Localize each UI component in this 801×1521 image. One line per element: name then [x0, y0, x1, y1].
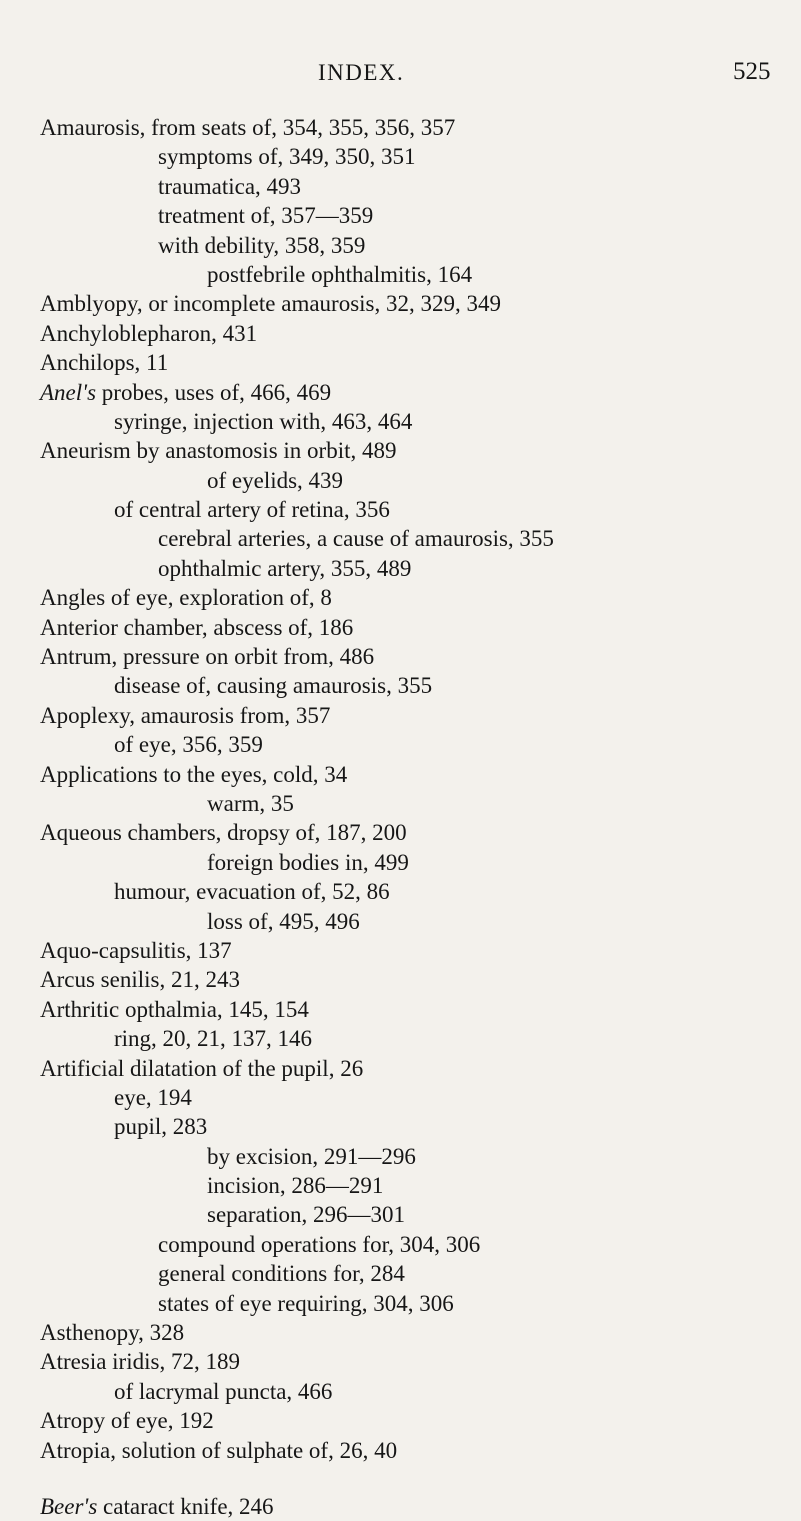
index-entry: [0, 583, 801, 612]
index-entry: [0, 466, 801, 495]
index-entry-text: Atropia, solution of sulphate of, 26, 40: [40, 1437, 398, 1463]
page-number: 525: [733, 58, 771, 85]
index-entry: [0, 172, 801, 201]
index-entry: [0, 1318, 801, 1347]
index-entry-text: compound operations for, 304, 306: [158, 1231, 481, 1257]
index-entry-text: separation, 296—301: [207, 1202, 406, 1228]
index-entry-text: Aquo-capsulitis, 137: [40, 937, 232, 963]
index-entry-text: Anchilops, 11: [40, 350, 169, 376]
index-entry-text: Arthritic opthalmia, 145, 154: [40, 996, 309, 1022]
index-entry: [0, 1230, 801, 1259]
index-entry: [0, 436, 801, 465]
running-head: INDEX.: [318, 60, 405, 85]
index-entry: [0, 524, 801, 553]
index-entry-text: [40, 1492, 274, 1521]
index-entry: [0, 1377, 801, 1406]
index-entry-text: Aqueous chambers, dropsy of, 187, 200: [40, 820, 407, 846]
index-entry: [0, 1289, 801, 1318]
index-entry-text: Asthenopy, 328: [40, 1320, 185, 1346]
index-entry: [0, 965, 801, 994]
index-entry-text: Atresia iridis, 72, 189: [40, 1349, 240, 1375]
index-entry-text: with debility, 358, 359: [158, 232, 366, 258]
index-entry: [0, 1171, 801, 1200]
index-entry-text: pupil, 283: [114, 1114, 208, 1140]
index-entry-text: Applications to the eyes, cold, 34: [40, 761, 348, 787]
index-entry: [0, 848, 801, 877]
index-entry: [0, 642, 801, 671]
index-entry-text: humour, evacuation of, 52, 86: [114, 879, 390, 905]
index-entry: [0, 348, 801, 377]
index-entry: [0, 554, 801, 583]
index-entry-text: general conditions for, 284: [158, 1261, 405, 1287]
index-entry-text: syringe, injection with, 463, 464: [114, 408, 413, 434]
index-entry: [0, 495, 801, 524]
index-entry-text: symptoms of, 349, 350, 351: [158, 144, 416, 170]
index-entry: [0, 818, 801, 847]
index-entry: [0, 1436, 801, 1465]
index-entry: [0, 701, 801, 730]
index-entry: [0, 113, 801, 142]
page-header: [0, 60, 801, 90]
index-entry: [0, 1406, 801, 1435]
index-entry: [0, 1142, 801, 1171]
index-entry: [0, 1083, 801, 1112]
index-entry-text: of eyelids, 439: [207, 467, 344, 493]
index-entry-text: postfebrile ophthalmitis, 164: [207, 261, 473, 287]
index-entries: [0, 113, 801, 1521]
index-entry-text: Anterior chamber, abscess of, 186: [40, 614, 354, 640]
index-entry: [0, 231, 801, 260]
index-entry-text: cerebral arteries, a cause of amaurosis, 355: [158, 526, 554, 552]
index-entry-text: Atropy of eye, 192: [40, 1408, 214, 1434]
index-entry-text: Apoplexy, amaurosis from, 357: [40, 702, 331, 728]
index-entry: [0, 995, 801, 1024]
index-entry: [0, 730, 801, 759]
index-entry: [0, 1054, 801, 1083]
index-entry: [0, 1200, 801, 1229]
index-entry: [0, 613, 801, 642]
index-entry: [0, 936, 801, 965]
index-entry-text: Arcus senilis, 21, 243: [40, 967, 240, 993]
index-entry-text: ring, 20, 21, 137, 146: [114, 1026, 313, 1052]
index-entry-text: foreign bodies in, 499: [207, 849, 409, 875]
index-entry-text: Amaurosis, from seats of, 354, 355, 356, 357: [40, 115, 456, 140]
index-entry-text: Angles of eye, exploration of, 8: [40, 585, 332, 611]
index-entry-italic-term: Anel's: [40, 379, 97, 405]
index-entry-text: disease of, causing amaurosis, 355: [114, 673, 433, 699]
index-entry: [0, 289, 801, 318]
index-entry-text: Antrum, pressure on orbit from, 486: [40, 644, 375, 670]
index-entry-text: Artificial dilatation of the pupil, 26: [40, 1055, 364, 1081]
index-entry: [0, 1024, 801, 1053]
index-entry: [0, 1492, 801, 1521]
index-entry-text: loss of, 495, 496: [207, 908, 360, 934]
section-gap: [0, 1465, 801, 1492]
index-entry-text: of lacrymal puncta, 466: [114, 1378, 333, 1404]
index-entry-text: Aneurism by anastomosis in orbit, 489: [40, 438, 397, 464]
index-entry-text: by excision, 291—296: [207, 1143, 416, 1169]
index-entry: [0, 407, 801, 436]
index-entry: [0, 760, 801, 789]
index-entry-text: Amblyopy, or incomplete amaurosis, 32, 329, 349: [40, 291, 501, 317]
index-entry: [0, 319, 801, 348]
index-entry-text: Anchyloblepharon, 431: [40, 320, 258, 346]
index-entry: [0, 907, 801, 936]
index-entry-text: warm, 35: [207, 790, 294, 816]
index-entry-text: [40, 378, 331, 407]
index-entry-rest: probes, uses of, 466, 469: [96, 379, 332, 405]
index-entry-text: treatment of, 357—359: [158, 203, 374, 229]
index-entry: [0, 789, 801, 818]
index-entry-rest: cataract knife, 246: [97, 1493, 274, 1519]
index-entry: [0, 201, 801, 230]
index-entry-text: states of eye requiring, 304, 306: [158, 1290, 454, 1316]
index-entry: [0, 877, 801, 906]
index-entry: [0, 378, 801, 407]
index-entry: [0, 260, 801, 289]
index-entry: [0, 1112, 801, 1141]
index-entry-text: eye, 194: [114, 1084, 192, 1110]
index-entry-text: ophthalmic artery, 355, 489: [158, 555, 412, 581]
index-entry-text: traumatica, 493: [158, 173, 302, 199]
index-entry: [0, 671, 801, 700]
index-entry-text: of central artery of retina, 356: [114, 497, 390, 523]
index-entry: [0, 1347, 801, 1376]
index-entry-italic-term: Beer's: [40, 1493, 98, 1519]
index-entry: [0, 1259, 801, 1288]
index-entry-text: of eye, 356, 359: [114, 732, 263, 758]
index-entry: [0, 142, 801, 171]
index-entry-text: incision, 286—291: [207, 1173, 384, 1199]
